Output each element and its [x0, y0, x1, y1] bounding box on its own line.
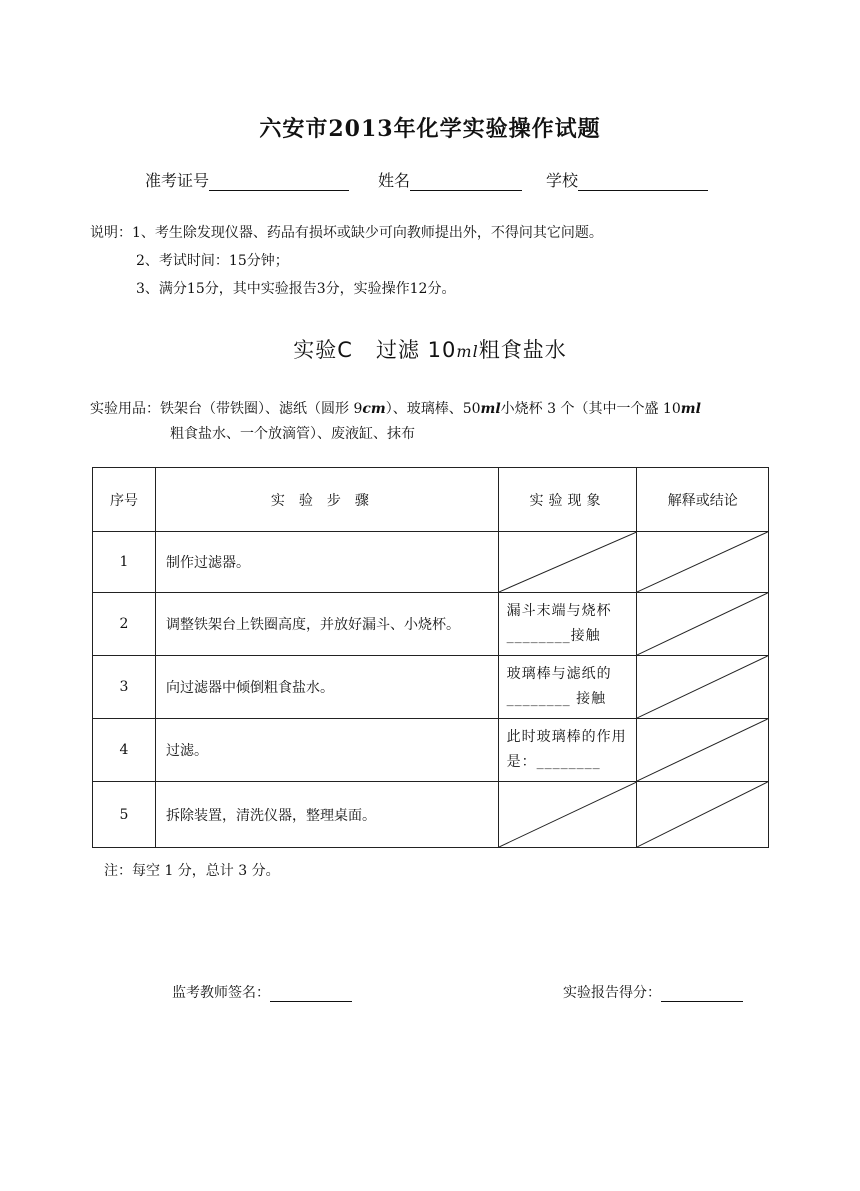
row-step: 拆除装置，清洗仪器，整理桌面。	[156, 782, 499, 848]
materials-line-2: 粗食盐水、一个放滴管）、废液缸、抹布	[170, 426, 415, 442]
unit-ml: ml	[680, 401, 701, 417]
experiment-table	[92, 467, 769, 848]
diagonal-strike	[637, 532, 768, 592]
header-phenomenon	[498, 468, 637, 532]
diagonal-strike	[499, 532, 637, 592]
header-explanation: 解释或结论	[637, 468, 769, 532]
table-row	[93, 719, 769, 782]
phenomenon-text: 漏斗末端与烧杯________接触	[506, 603, 612, 644]
name-label: 姓名	[378, 171, 411, 190]
exam-id-label: 准考证号	[145, 171, 210, 190]
diagonal-strike	[499, 782, 637, 847]
row-explanation-crossed	[637, 593, 769, 656]
row-index: 2	[93, 593, 156, 656]
unit-cm: cm	[362, 401, 386, 417]
instructions-prefix: 说明：	[90, 225, 132, 241]
school-label: 学校	[546, 171, 579, 190]
row-index: 3	[93, 656, 156, 719]
report-score-blank[interactable]	[661, 987, 743, 1002]
row-step: 过滤。	[156, 719, 499, 782]
report-score-label: 实验报告得分：	[563, 985, 661, 1001]
table-row	[93, 593, 769, 656]
phenomenon-text: 此时玻璃棒的作用是：________	[506, 729, 627, 770]
experiment-title	[0, 334, 860, 364]
diagonal-strike	[637, 719, 768, 781]
materials-text: ）、玻璃棒、50	[385, 401, 481, 417]
table-row	[93, 656, 769, 719]
experiment-unit: ml	[456, 342, 479, 361]
header-steps-text: 实验步骤	[270, 492, 383, 509]
row-explanation-crossed	[637, 782, 769, 848]
header-phenomenon-text: 实验现象	[529, 492, 606, 509]
report-score	[563, 982, 743, 1002]
row-phenomenon-crossed	[498, 532, 637, 593]
row-phenomenon[interactable]	[498, 593, 637, 656]
school-field	[546, 168, 708, 191]
school-blank[interactable]	[578, 172, 708, 191]
row-index: 5	[93, 782, 156, 848]
row-explanation-crossed	[637, 719, 769, 782]
table-row	[93, 532, 769, 593]
teacher-sign-blank[interactable]	[270, 987, 352, 1002]
diagonal-strike	[637, 593, 768, 655]
table-row	[93, 782, 769, 848]
experiment-label: 实验C	[293, 338, 353, 362]
row-step: 调整铁架台上铁圈高度，并放好漏斗、小烧杯。	[156, 593, 499, 656]
instruction-3: 3、满分15分，其中实验报告3分，实验操作12分。	[136, 281, 456, 297]
name-blank[interactable]	[410, 172, 522, 191]
name-field	[378, 168, 522, 191]
diagonal-strike	[637, 656, 768, 718]
row-step: 向过滤器中倾倒粗食盐水。	[156, 656, 499, 719]
experiment-name-prefix: 过滤 10	[376, 338, 457, 362]
exam-id-field	[145, 168, 349, 191]
row-phenomenon[interactable]	[498, 719, 637, 782]
row-index: 4	[93, 719, 156, 782]
phenomenon-text: 玻璃棒与滤纸的________ 接触	[506, 666, 612, 707]
unit-ml: ml	[480, 401, 501, 417]
experiment-name-suffix: 粗食盐水	[478, 338, 567, 362]
header-index: 序号	[93, 468, 156, 532]
materials-label: 实验用品：	[90, 401, 160, 417]
instruction-2: 2、考试时间：15分钟；	[136, 253, 289, 269]
header-steps	[156, 468, 499, 532]
page-title: 六安市2013年化学实验操作试题	[259, 116, 601, 142]
exam-id-blank[interactable]	[209, 172, 349, 191]
diagonal-strike	[637, 782, 768, 847]
table-header-row	[93, 468, 769, 532]
row-explanation-crossed	[637, 532, 769, 593]
materials-text: 小烧杯 3 个（其中一个盛 10	[500, 401, 681, 417]
materials-line-1	[90, 397, 701, 422]
score-note: 注：每空 1 分，总计 3 分。	[104, 863, 280, 879]
row-phenomenon[interactable]	[498, 656, 637, 719]
instruction-1	[90, 222, 603, 242]
instruction-text: 1、考生除发现仪器、药品有损坏或缺少可向教师提出外，不得问其它问题。	[132, 225, 603, 241]
row-step: 制作过滤器。	[156, 532, 499, 593]
teacher-sign-label: 监考教师签名：	[172, 985, 270, 1001]
teacher-signature	[172, 982, 352, 1002]
materials-text: 铁架台（带铁圈）、滤纸（圆形 9	[160, 401, 363, 417]
row-phenomenon-crossed	[498, 782, 637, 848]
row-index: 1	[93, 532, 156, 593]
row-explanation-crossed	[637, 656, 769, 719]
